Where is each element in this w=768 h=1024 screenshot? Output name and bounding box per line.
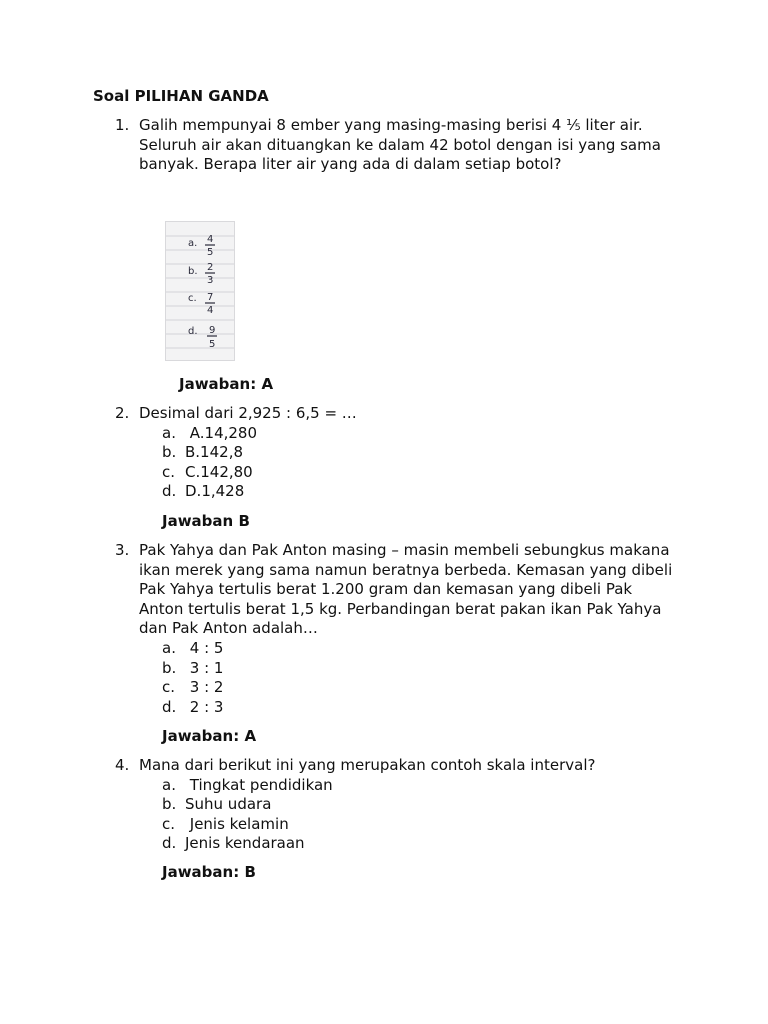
hw-letter-d: d.	[188, 326, 198, 337]
option-text: 4 : 5	[185, 638, 224, 657]
option-letter: d.	[162, 697, 177, 716]
option-text: B.142,8	[185, 443, 244, 462]
question-1	[115, 116, 675, 175]
option-letter: a.	[162, 423, 176, 442]
hw-den-d: 5	[209, 339, 216, 350]
option-d	[162, 482, 675, 502]
question-2	[115, 404, 675, 502]
options-list	[162, 776, 675, 854]
option-letter: c.	[162, 814, 176, 833]
option-text: 2 : 3	[185, 697, 224, 716]
answer-2: Jawaban B	[162, 512, 250, 530]
option-text: 3 : 1	[185, 658, 224, 677]
option-b	[162, 443, 675, 463]
hw-letter-c: c.	[188, 293, 197, 304]
option-a	[162, 776, 675, 796]
option-letter: d.	[162, 834, 177, 853]
option-text: A.14,280	[185, 423, 258, 442]
hw-num-c: 7	[207, 292, 214, 303]
option-letter: b.	[162, 443, 177, 462]
handwritten-options-image	[165, 221, 235, 361]
option-text: Suhu udara	[185, 795, 272, 814]
question-4	[115, 756, 675, 854]
question-number: 4.	[115, 756, 130, 774]
option-d	[162, 834, 675, 854]
question-text: Mana dari berikut ini yang merupakan contoh skala interval?	[139, 756, 596, 774]
answer-1: Jawaban: A	[179, 375, 274, 393]
option-text: 3 : 2	[185, 678, 224, 697]
question-number: 3.	[115, 541, 130, 559]
option-b	[162, 659, 675, 679]
question-number: 2.	[115, 404, 130, 422]
option-letter: d.	[162, 482, 177, 501]
answer-3: Jawaban: A	[162, 727, 257, 745]
option-letter: a.	[162, 775, 176, 794]
question-number: 1.	[115, 116, 130, 134]
option-text: Jenis kelamin	[185, 814, 289, 833]
option-text: Jenis kendaraan	[185, 834, 305, 853]
option-letter: a.	[162, 638, 176, 657]
question-text: Desimal dari 2,925 : 6,5 = …	[139, 404, 357, 422]
option-d	[162, 698, 675, 718]
option-letter: c.	[162, 678, 176, 697]
hw-letter-a: a.	[188, 238, 198, 249]
option-text: D.1,428	[185, 482, 245, 501]
handwritten-notebook-drawing	[166, 222, 234, 360]
question-text: Pak Yahya dan Pak Anton masing – masin membeli sebungkus makana ikan merek yang sama namun beratnya berbeda. Kemasan yang dibeli Pak Yahya tertulis berat 1.200 gram dan kemasan yang dibeli Pak Anton tertulis berat 1,5 kg. Perbandingan berat pakan ikan Pak Yahya dan Pak Anton adalah…	[139, 541, 673, 638]
hw-num-a: 4	[207, 234, 214, 245]
options-list	[162, 639, 675, 717]
hw-letter-b: b.	[188, 266, 198, 277]
option-letter: c.	[162, 462, 176, 481]
options-list	[162, 424, 675, 502]
option-letter: b.	[162, 795, 177, 814]
hw-den-c: 4	[207, 305, 214, 316]
option-b	[162, 795, 675, 815]
option-text: Tingkat pendidikan	[185, 775, 333, 794]
question-text: Galih mempunyai 8 ember yang masing-masing berisi 4 ⅕ liter air. Seluruh air akan dituangkan ke dalam 42 botol dengan isi yang sama banyak. Berapa liter air yang ada di dalam setiap botol?	[139, 116, 661, 174]
hw-den-b: 3	[207, 275, 214, 286]
option-c	[162, 463, 675, 483]
option-a	[162, 424, 675, 444]
question-3	[115, 541, 675, 717]
option-a	[162, 639, 675, 659]
hw-num-d: 9	[209, 325, 216, 336]
answer-4: Jawaban: B	[162, 863, 256, 881]
document-title: Soal PILIHAN GANDA	[93, 87, 269, 105]
option-letter: b.	[162, 658, 177, 677]
option-text: C.142,80	[185, 462, 253, 481]
hw-num-b: 2	[207, 262, 214, 273]
hw-den-a: 5	[207, 247, 214, 258]
option-c	[162, 815, 675, 835]
option-c	[162, 678, 675, 698]
